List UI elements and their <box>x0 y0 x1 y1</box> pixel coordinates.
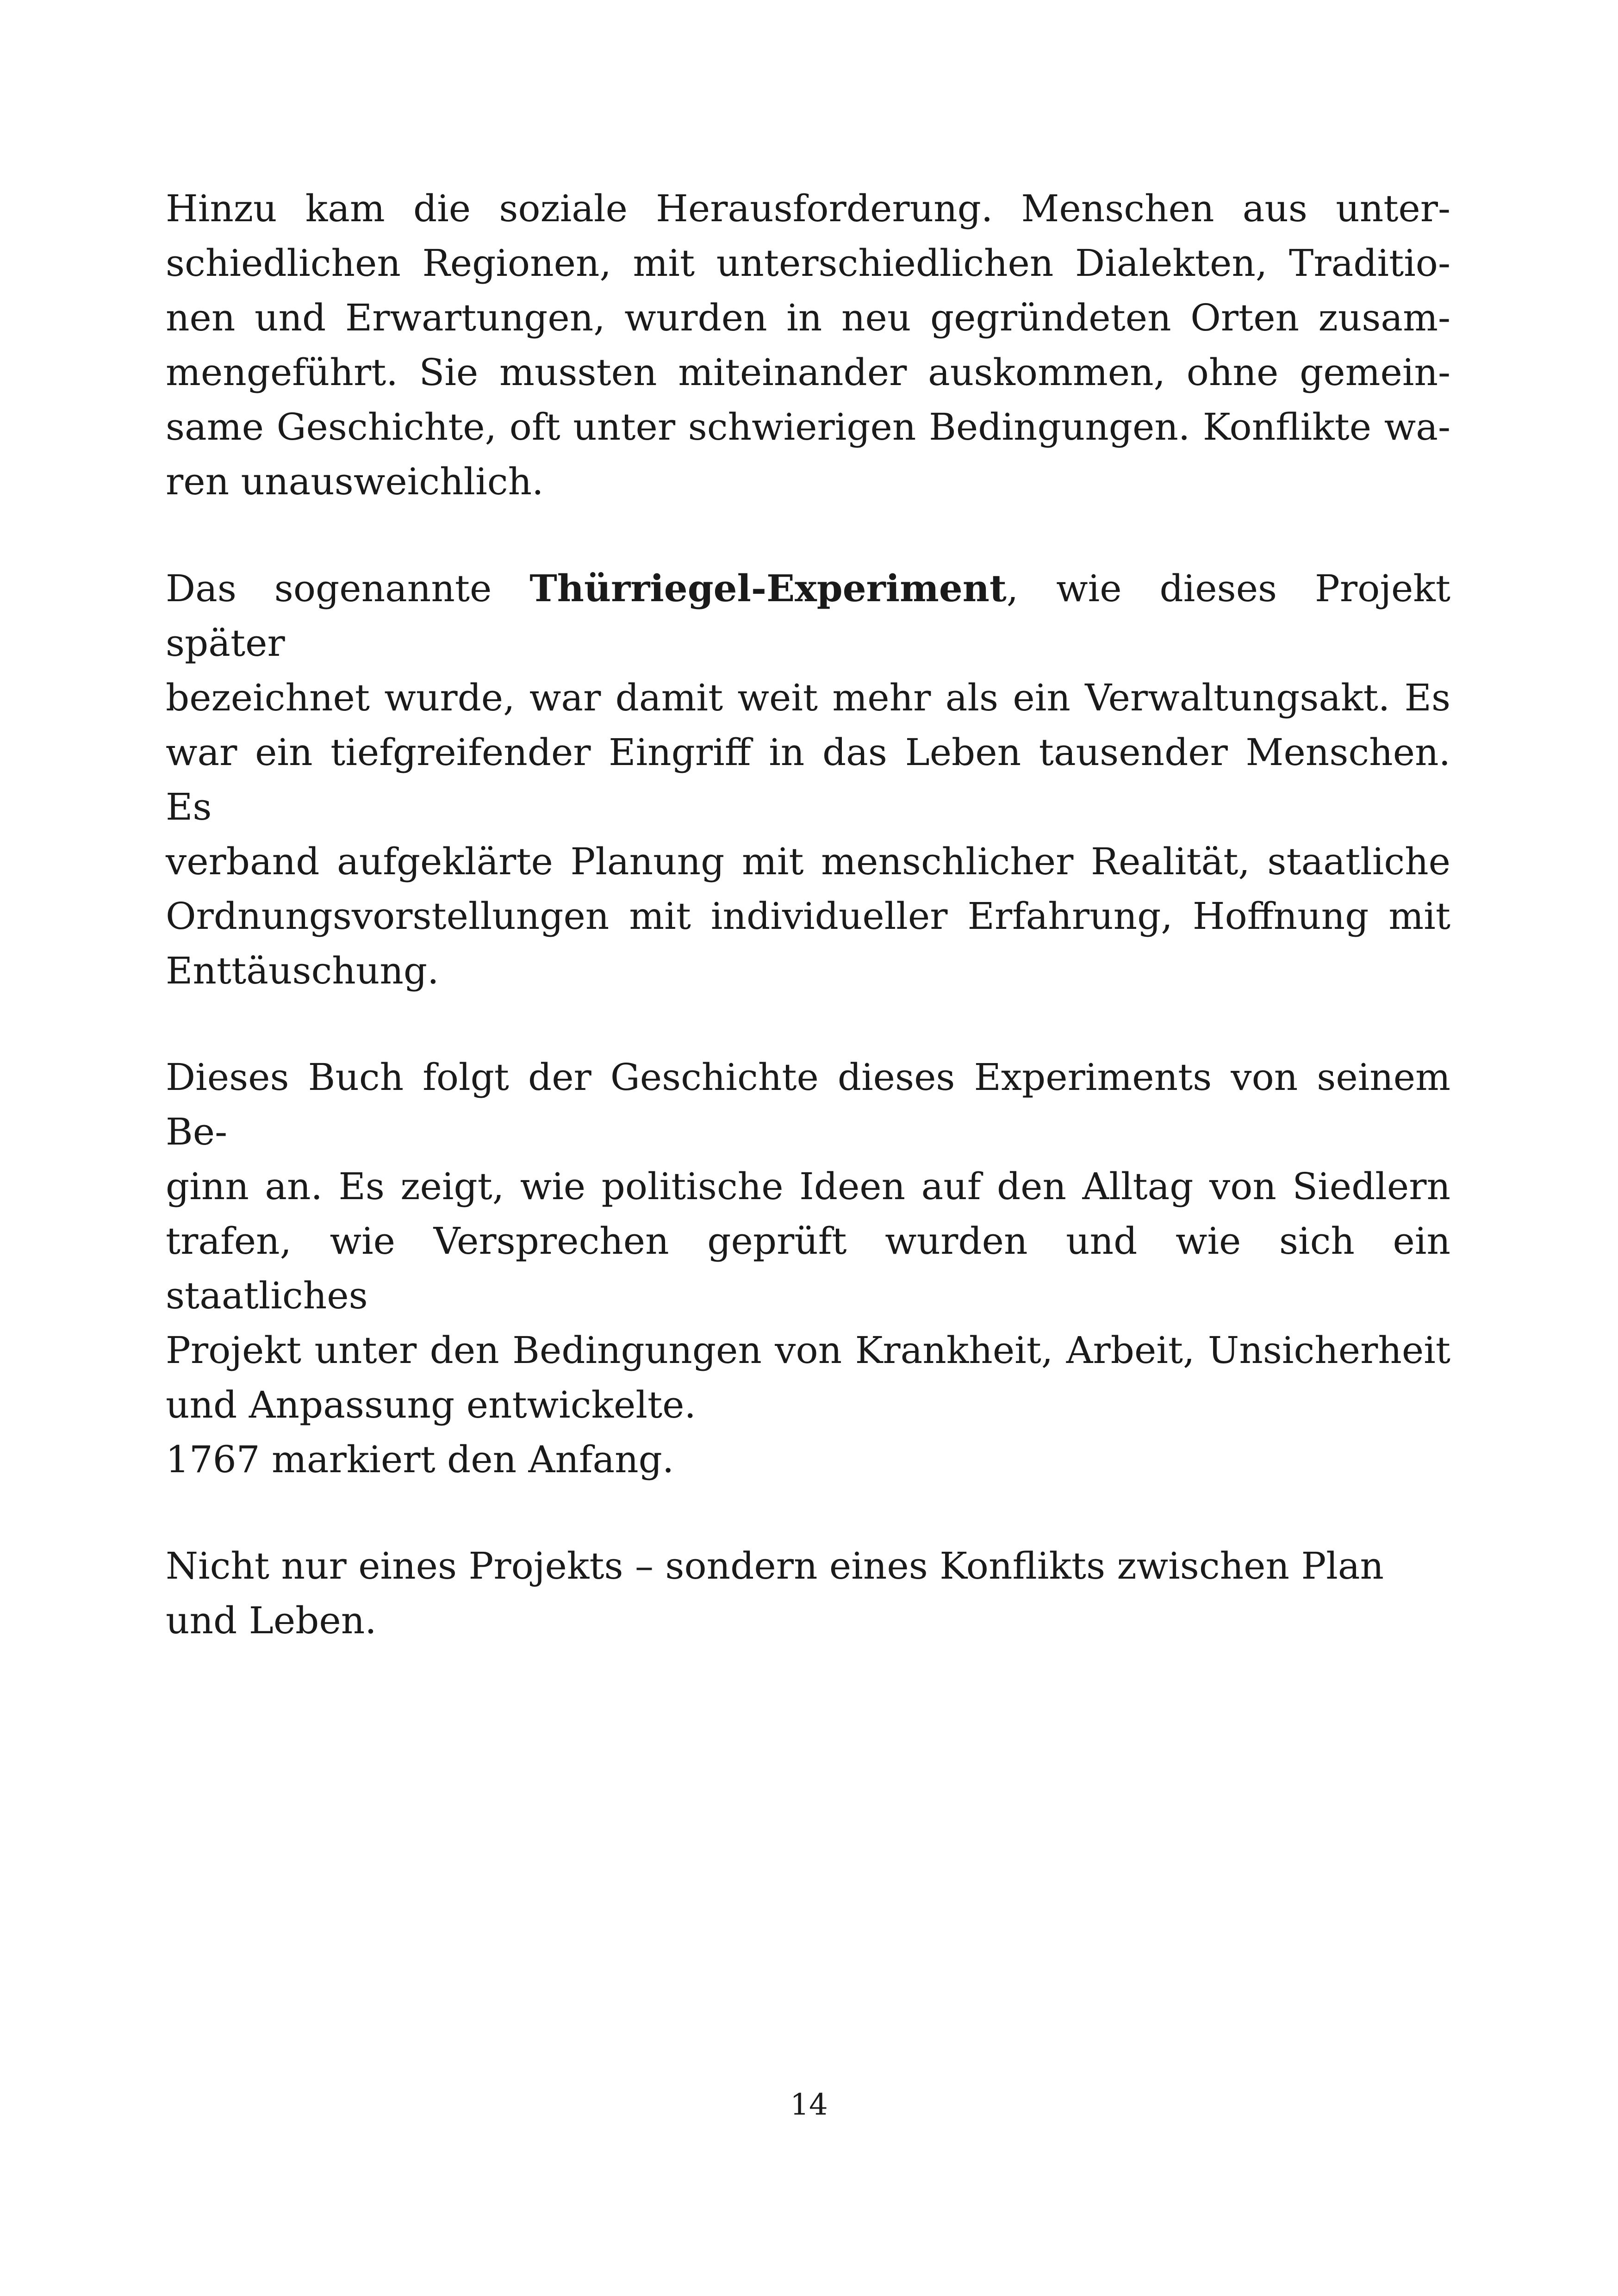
page-number: 14 <box>790 2088 828 2122</box>
text-line: 1767 markiert den Anfang. <box>166 1438 674 1481</box>
body-text <box>166 181 1450 1700</box>
text-line: trafen, wie Versprechen geprüft wurden und wie sich ein staatliches <box>166 1220 1450 1317</box>
text-line: Dieses Buch folgt der Geschichte dieses Experiments von seinem Be- <box>166 1056 1450 1153</box>
text-line: Projekt unter den Bedingungen von Krankheit, Arbeit, Unsicherheit <box>166 1329 1450 1372</box>
text-line <box>166 561 1450 671</box>
text-line: verband aufgeklärte Planung mit menschlicher Realität, staatliche <box>166 840 1450 883</box>
paragraph-4 <box>166 1539 1450 1648</box>
text-line: nen und Erwartungen, wurden in neu gegründeten Orten zusam- <box>166 296 1450 339</box>
text-line: Ordnungsvorstellungen mit individueller Erfahrung, Hoffnung mit <box>166 895 1450 938</box>
text-line: Hinzu kam die soziale Herausforderung. Menschen aus unter- <box>166 187 1450 230</box>
text-segment: Das sogenannte <box>166 567 530 610</box>
text-line: war ein tiefgreifender Eingriff in das Leben tausender Menschen. Es <box>166 731 1450 828</box>
text-line: und Leben. <box>166 1599 377 1642</box>
text-line: same Geschichte, oft unter schwierigen Bedingungen. Konflikte wa- <box>166 405 1450 448</box>
text-line: ren unausweichlich. <box>166 460 544 503</box>
paragraph-1 <box>166 181 1450 509</box>
text-line: schiedlichen Regionen, mit unterschiedlichen Dialekten, Traditio- <box>166 242 1450 285</box>
paragraph-2 <box>166 561 1450 998</box>
text-line: Enttäuschung. <box>166 949 439 992</box>
text-segment: , wie dieses Projekt später <box>166 567 1451 665</box>
text-line: und Anpassung entwickelte. <box>166 1383 696 1426</box>
text-line: Nicht nur eines Projekts – sondern eines Konflikts zwischen Plan <box>166 1544 1384 1587</box>
paragraph-3 <box>166 1050 1450 1487</box>
text-line: ginn an. Es zeigt, wie politische Ideen auf den Alltag von Siedlern <box>166 1165 1450 1208</box>
bold-term: Thürriegel-Experiment <box>529 566 1007 610</box>
text-line: mengeführt. Sie mussten miteinander auskommen, ohne gemein- <box>166 351 1450 394</box>
text-line: bezeichnet wurde, war damit weit mehr als ein Verwaltungsakt. Es <box>166 676 1450 719</box>
